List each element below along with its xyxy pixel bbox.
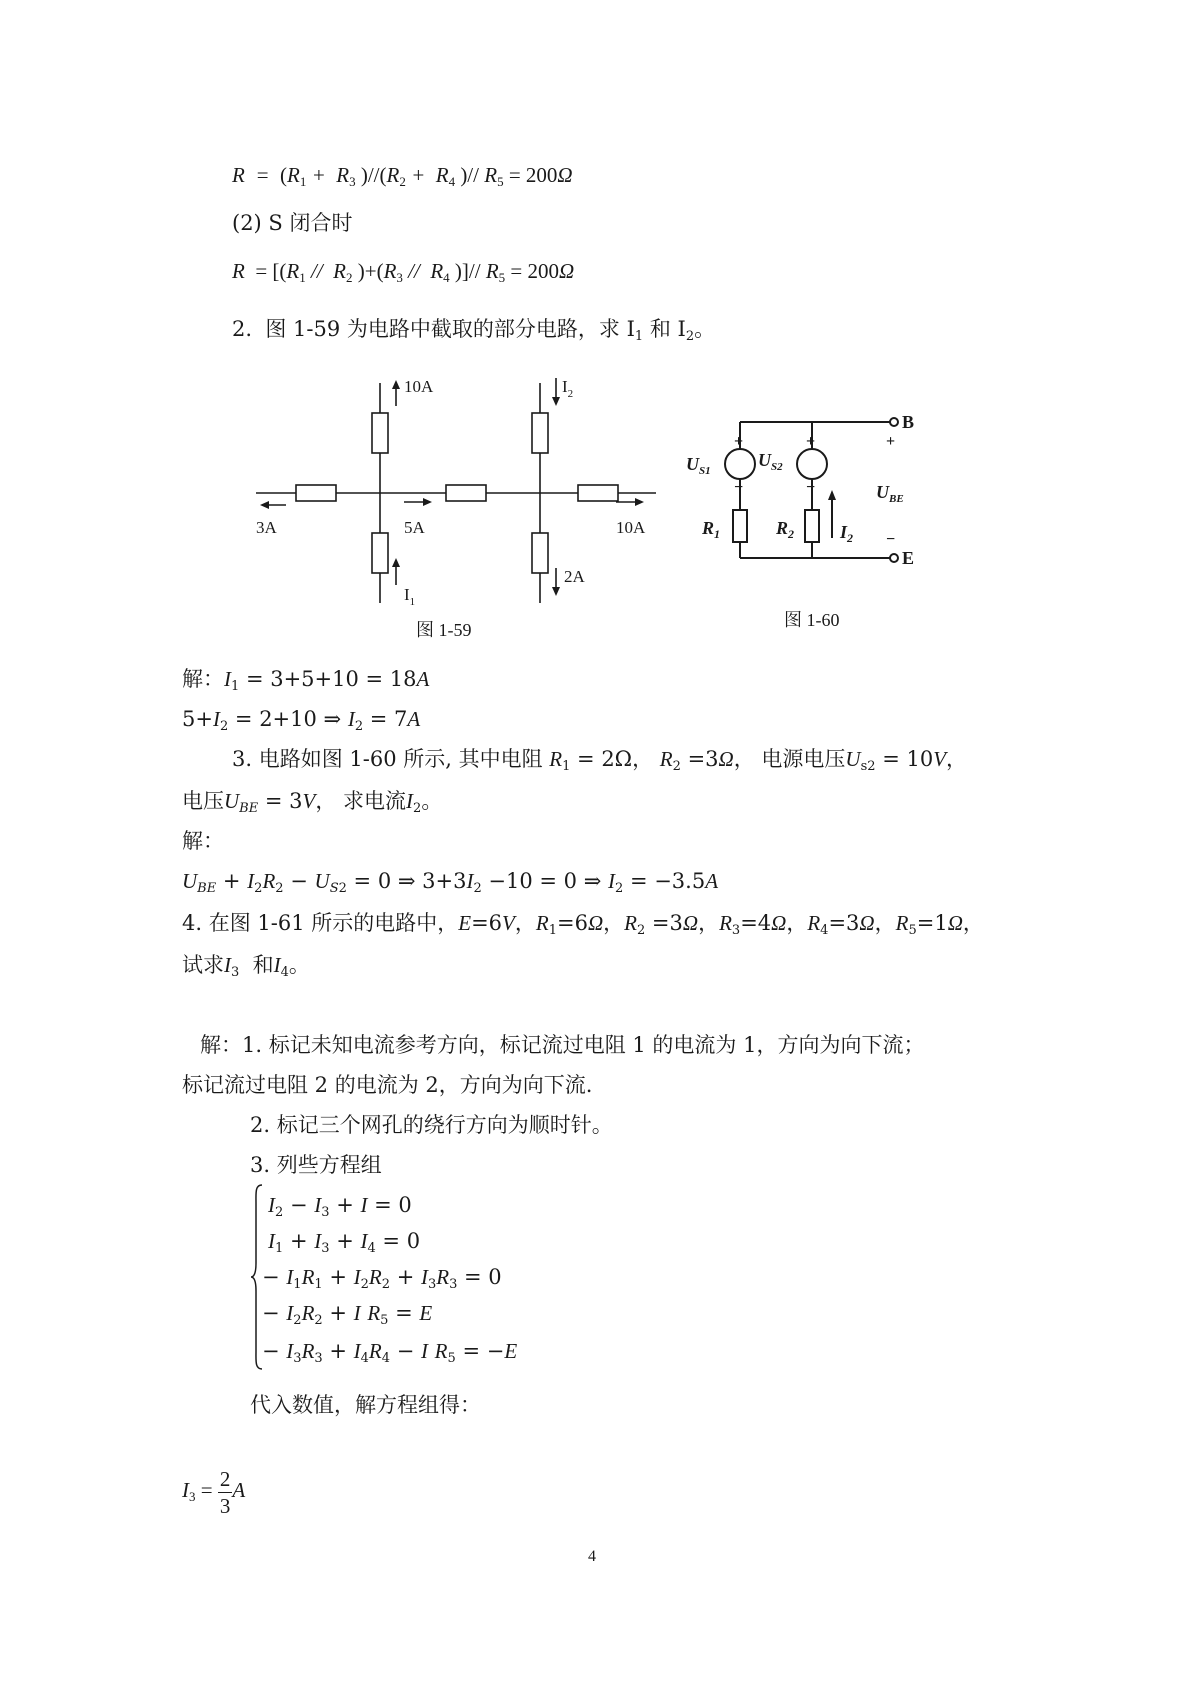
solution-3-equation: $U_{BE} + I_2R_2 - U_{S2} = 0$ ⇒ $3+3I_2 -10 = 0$ ⇒ $I_2 = -3.5A$ xyxy=(182,869,719,896)
figure-1-60-caption: 图 1-60 xyxy=(784,610,840,630)
solution-3-label: 解： xyxy=(182,829,224,853)
fig59-label-bottom-right: 2A xyxy=(564,567,585,586)
svg-text:US1: $U_{S1}$ xyxy=(686,454,711,477)
solution-4-step-1a: 解：1. 标记未知电流参考方向，标记流过电阻 1 的电流为 1，方向为向下流； xyxy=(200,1033,925,1057)
system-eq-5: − $I_3R_3 + I_4R_4 - I$ $R_5 = -E$ xyxy=(262,1339,518,1366)
solution-2-line-1: 解：$I_1 = 3+5+10 = 18A$ xyxy=(182,667,430,694)
system-eq-3: − $I_1R_1 + I_2R_2 + I_3R_3 = 0$ xyxy=(262,1265,502,1292)
s-closed-heading: (2) S 闭合时 xyxy=(232,211,353,235)
fig59-label-top-left: 10A xyxy=(404,378,434,396)
svg-text:UBE: $U_{BE}$ xyxy=(876,482,904,505)
question-3-line-1: 3. 电路如图 1-60 所示, 其中电阻 $R_1 = 2\Omega$， $R_2 =3\Omega$， 电源电压$U_{s2} = 10V$， xyxy=(232,747,968,774)
substitute-values-text: 代入数值，解方程组得： xyxy=(250,1393,481,1417)
figure-1-59-caption: 图 1-59 xyxy=(416,620,472,640)
system-eq-2: $I_1 + I_3 + I_4 = 0$ xyxy=(268,1229,421,1256)
svg-text:−: − xyxy=(806,479,816,496)
svg-text:I2: $I_2$ xyxy=(840,522,854,545)
svg-text:+: + xyxy=(734,433,744,450)
svg-text:+: + xyxy=(806,433,816,450)
figure-1-60-circuit xyxy=(680,408,940,588)
fig59-label-i1: $I_1$ xyxy=(404,585,416,608)
question-4-line-2: 试求$I_3$ 和$I_4$。 xyxy=(182,953,310,980)
question-3-line-2: 电压$U_{BE} = 3V$， 求电流$I_2$。 xyxy=(182,789,443,816)
svg-text:US2: $U_{S2}$ xyxy=(758,450,783,473)
equation-total-resistance-open: $R = (R_1 + R_3$ )$//(R_2 + R_4$ )// $R_5 = 200\Omega$ xyxy=(232,163,573,189)
svg-text:R1: $R_1$ xyxy=(702,518,721,541)
svg-text:−: − xyxy=(734,479,744,496)
fig59-label-mid: 5A xyxy=(404,518,425,537)
solution-4-step-1b: 标记流过电阻 2 的电流为 2，方向为向下流. xyxy=(182,1073,593,1097)
fig59-label-left: 3A xyxy=(256,518,277,537)
result-i3: $I_3$ = $\frac{2}{3}$ A xyxy=(182,1466,246,1518)
question-2: 2. 图 1-59 为电路中截取的部分电路，求 $I_1$ 和 $I_2$。 xyxy=(232,317,716,344)
svg-text:E: E xyxy=(902,548,915,568)
svg-text:+: + xyxy=(886,433,896,450)
svg-text:−: − xyxy=(886,531,896,548)
solution-2-line-2: $5+I_2 = 2+10$ ⇒ $I_2 = 7A$ xyxy=(182,707,421,734)
fig59-label-i2: $I_2$ xyxy=(562,378,574,400)
page-number: 4 xyxy=(588,1548,596,1565)
svg-text:B: B xyxy=(902,412,915,432)
solution-4-step-3: 3. 列些方程组 xyxy=(250,1153,382,1177)
solution-4-step-2: 2. 标记三个网孔的绕行方向为顺时针。 xyxy=(250,1113,613,1137)
question-4-line-1: 4. 在图 1-61 所示的电路中，E=6V，$R_1=6\Omega$，$R_2 =3\Omega$，$R_3=4\Omega$，$R_4=3\Omega$，$R_5=1\Omega$， xyxy=(182,911,984,938)
system-eq-4: − $I_2R_2 + I$ $R_5 = E$ xyxy=(262,1301,433,1328)
system-eq-1: $I_2 - I_3 + I = 0$ xyxy=(268,1193,412,1220)
figure-1-59-circuit xyxy=(256,378,656,608)
svg-text:R2: $R_2$ xyxy=(776,518,795,541)
equation-total-resistance-closed: $R = [(R_1 // R_2$ )$+(R_3 // R_4$ )]// $R_5 = 200\Omega$ xyxy=(232,259,575,285)
fig59-label-right: 10A xyxy=(616,518,646,537)
